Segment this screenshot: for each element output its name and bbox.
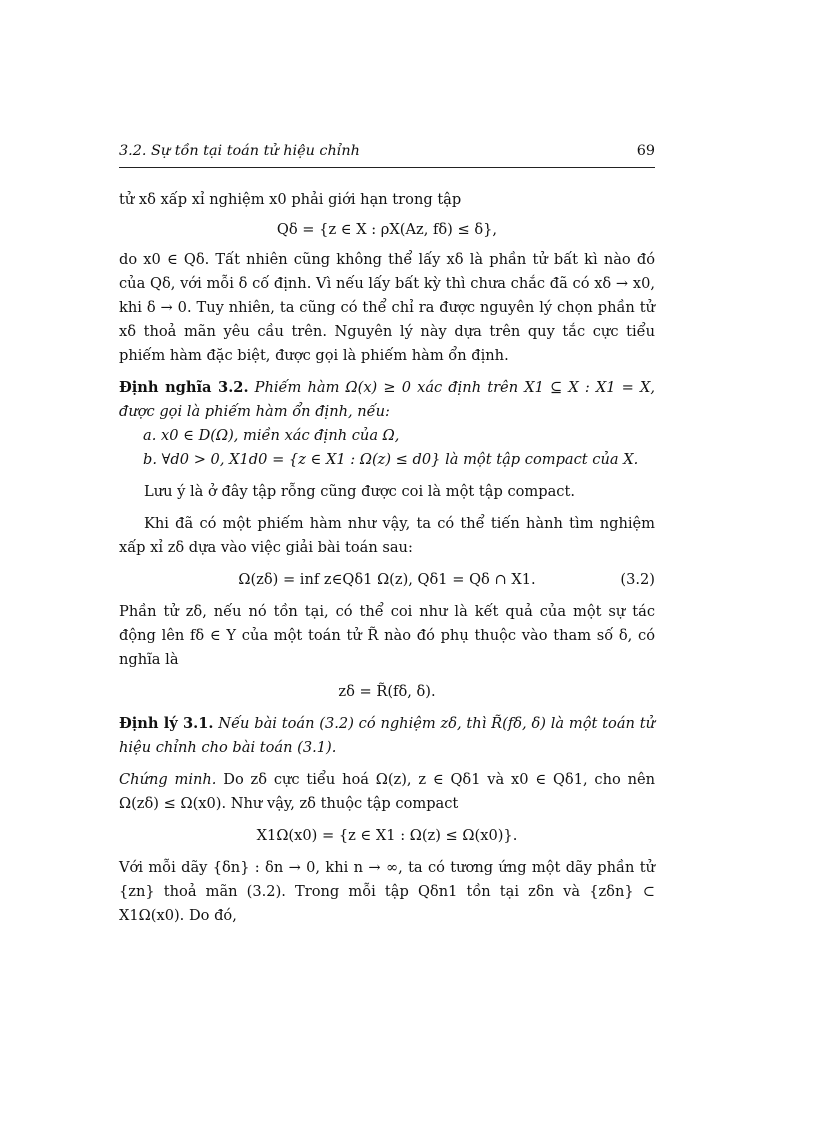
equation-compact-set: X1Ω(x0) = {z ∈ X1 : Ω(z) ≤ Ω(x0)}. <box>256 827 518 844</box>
theorem-text: Nếu bài toán (3.2) có nghiệm zδ, thì R̃(fδ, δ) là một toán tử hiệu chỉnh cho bài toán (3.1). <box>119 715 655 756</box>
page-body <box>119 188 655 928</box>
paragraph-intro: tử xδ xấp xỉ nghiệm x0 phải giới hạn trong tập <box>119 191 462 208</box>
theorem-3-1 <box>119 712 655 760</box>
page-number: 69 <box>636 143 655 159</box>
paragraph-approximate-solution: Khi đã có một phiếm hàm như vậy, ta có thể tiến hành tìm nghiệm xấp xỉ zδ dựa vào việc giải bài toán sau: <box>119 515 655 556</box>
proof-label: Chứng minh. <box>119 771 217 788</box>
definition-label: Định nghĩa 3.2. <box>119 379 249 396</box>
definition-item-b: b. ∀d0 > 0, X1d0 = {z ∈ X1 : Ω(z) ≤ d0} là một tập compact của X. <box>143 451 639 468</box>
definition-3-2 <box>119 376 655 472</box>
equation-number: (3.2) <box>620 571 655 588</box>
theorem-label: Định lý 3.1. <box>119 715 214 732</box>
paragraph-selection-principle: do x0 ∈ Qδ. Tất nhiên cũng không thể lấy xδ là phần tử bất kì nào đó của Qδ, với mỗi δ cố định. Vì nếu lấy bất kỳ thì chưa chắc đã có xδ → x0, khi δ → 0. Tuy nhiên, ta cũng có thể chỉ ra được nguyên lý chọn phần tử xδ thoả mãn yêu cầu trên. Nguyên lý này dựa trên quy tắc cực tiểu phiếm hàm đặc biệt, được gọi là phiếm hàm ổn định. <box>119 251 655 364</box>
equation-z-delta: zδ = R̃(fδ, δ). <box>338 683 436 700</box>
paragraph-operator: Phần tử zδ, nếu nó tồn tại, có thể coi như là kết quả của một sự tác động lên fδ ∈ Y của một toán tử R̃ nào đó phụ thuộc vào tham số δ, có nghĩa là <box>119 603 655 668</box>
paragraph-empty-set-note: Lưu ý là ở đây tập rỗng cũng được coi là một tập compact. <box>144 483 575 500</box>
paragraph-sequence: Với mỗi dãy {δn} : δn → 0, khi n → ∞, ta có tương ứng một dãy phần tử {zn} thoả mãn (3.2). Trong mỗi tập Qδn1 tồn tại zδn và {zδn} ⊂ X1Ω(x0). Do đó, <box>119 859 655 924</box>
definition-text: Phiếm hàm Ω(x) ≥ 0 xác định trên X1 ⊆ X : X1 = X, được gọi là phiếm hàm ổn định, nếu: <box>119 379 656 420</box>
section-title: 3.2. Sự tồn tại toán tử hiệu chỉnh <box>119 143 360 159</box>
proof <box>119 768 655 816</box>
equation-q-delta: Qδ = {z ∈ X : ρX(Az, fδ) ≤ δ}, <box>276 221 498 238</box>
proof-text: Do zδ cực tiểu hoá Ω(z), z ∈ Qδ1 và x0 ∈ Qδ1, cho nên Ω(zδ) ≤ Ω(x0). Như vậy, zδ thuộc tập compact <box>119 771 656 812</box>
running-header <box>119 143 655 168</box>
equation-3-2-body: Ω(zδ) = inf z∈Qδ1 Ω(z), Qδ1 = Qδ ∩ X1. <box>238 571 536 588</box>
definition-item-a: a. x0 ∈ D(Ω), miền xác định của Ω, <box>143 427 400 444</box>
equation-3-2 <box>119 568 655 592</box>
